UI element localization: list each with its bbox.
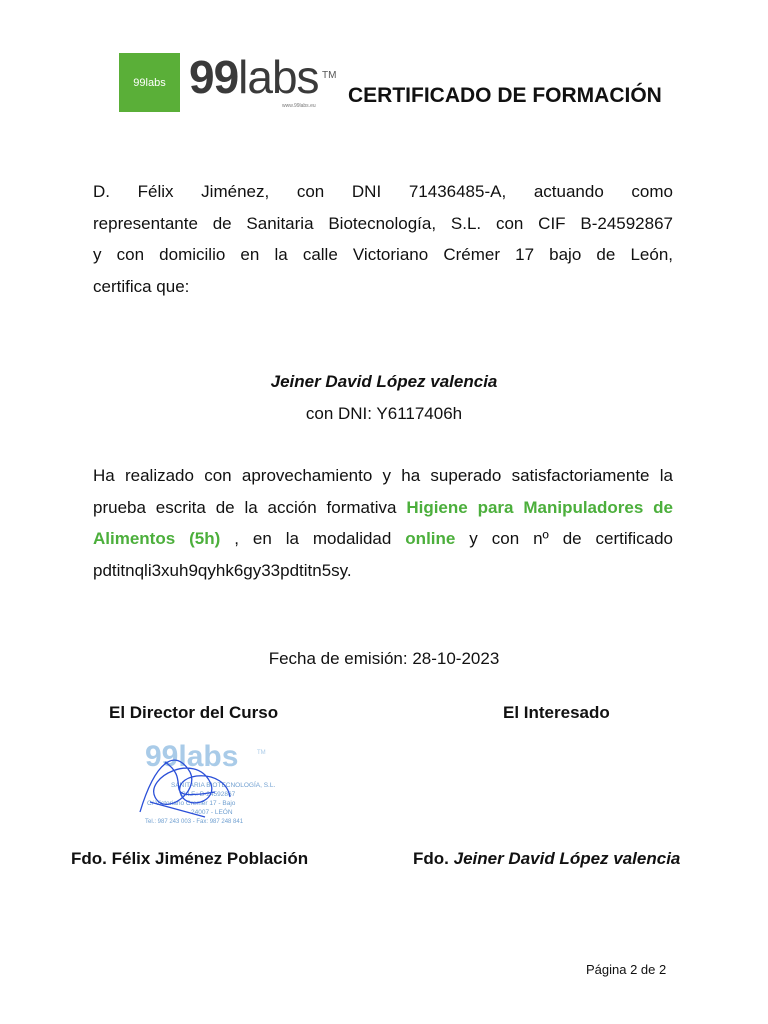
logo-url: www.99labs.eu: [282, 103, 316, 109]
course-name: Higiene para Manipuladores de Alimentos (5h): [93, 497, 674, 548]
page-number: Página 2 de 2: [586, 962, 667, 977]
logo-trademark: TM: [322, 70, 337, 81]
logo-wordmark: [189, 52, 319, 102]
body-text-2: , en la modalidad: [220, 529, 406, 548]
recipient-dni: con DNI: Y6117406h: [305, 404, 463, 423]
interested-signature-prefix: Fdo.: [413, 849, 454, 868]
stamp-tm: TM: [257, 750, 266, 756]
issue-date: Fecha de emisión: 28-10-2023: [268, 649, 500, 668]
intro-line-2: representante de Sanitaria Biotecnología, S.L. con CIF B-24592867: [93, 213, 673, 233]
logo-badge: [119, 53, 180, 112]
recipient-name: Jeiner David López valencia: [270, 372, 498, 391]
interested-heading: El Interesado: [503, 703, 610, 722]
document-title: CERTIFICADO DE FORMACIÓN: [348, 84, 662, 107]
body-text-3: y con nº de certificado pdtitnqli3xuh9qyhk6gy33pdtitn5sy.: [93, 529, 674, 580]
stamp-line-3: C/ Victoriano Cremer 17 - Bajo: [147, 800, 236, 807]
director-heading: El Director del Curso: [109, 703, 279, 722]
company-stamp: [135, 742, 285, 832]
intro-line-4: certifica que:: [93, 276, 190, 296]
intro-line-1: D. Félix Jiménez, con DNI 71436485-A, actuando como: [93, 182, 673, 201]
body-text-1: Ha realizado con aprovechamiento y ha superado satisfactoriamente la prueba escrita de la acción formativa: [93, 466, 673, 517]
course-mode: online: [405, 529, 456, 548]
stamp-logo: 99labs: [145, 742, 239, 773]
stamp-line-1: SANITARIA BIOTECNOLOGÍA, S.L.: [171, 782, 276, 789]
body-paragraph: [93, 460, 673, 586]
stamp-line-2: C.I.F.: B-24592867: [181, 791, 236, 798]
director-signature-name: Fdo. Félix Jiménez Población: [71, 849, 309, 868]
logo-wordmark-prefix: 99: [189, 51, 239, 103]
interested-signature-name: Jeiner David López valencia: [453, 849, 681, 868]
intro-line-3: y con domicilio en la calle Victoriano Crémer 17 bajo de León,: [93, 245, 673, 264]
logo-badge-text: 99labs: [133, 76, 166, 89]
stamp-line-5: Tel.: 987 243 003 - Fax: 987 248 841: [145, 819, 244, 825]
stamp-line-4: 24007 - LEÓN: [191, 809, 233, 816]
intro-paragraph: [93, 176, 673, 302]
interested-signature: [413, 849, 680, 869]
logo-wordmark-suffix: labs: [238, 51, 319, 103]
